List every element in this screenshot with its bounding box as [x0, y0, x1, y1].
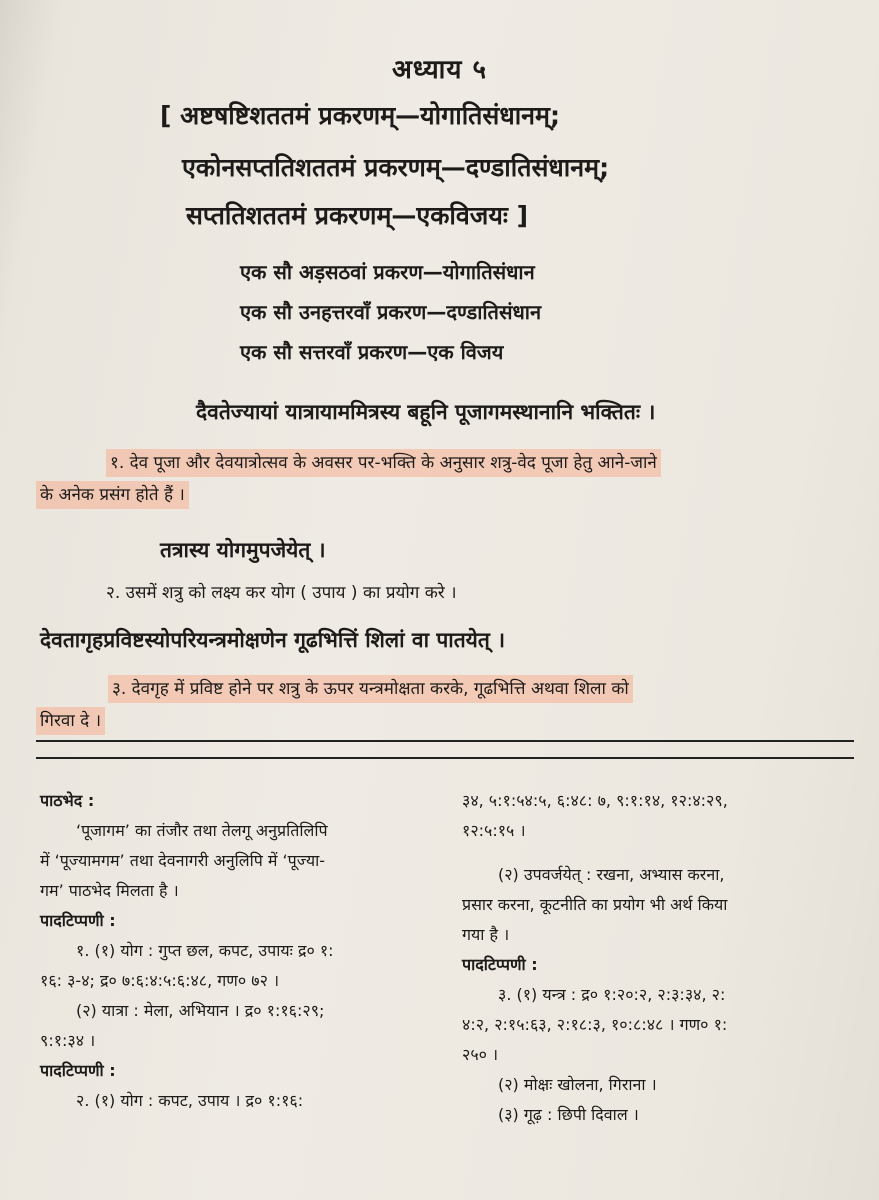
translation-2: २. उसमें शत्रु को लक्ष्य कर योग ( उपाय ) का प्रयोग करे ।	[106, 583, 457, 603]
footnote-2-label: पादटिप्पणी :	[40, 1061, 116, 1080]
footnote-1-line-2: १६: ३-४; द्र० ७:६:४:५:६:४८, गण० ७२ ।	[40, 971, 280, 990]
notes-right-column	[462, 786, 862, 1130]
footnote-2-line-1: २. (१) योग : कपट, उपाय । द्र० १:१६:	[76, 1091, 304, 1110]
sutra-2: तत्रास्य योगमुपजेयेत् ।	[160, 538, 326, 562]
pathbhed-label: पाठभेद :	[40, 791, 95, 810]
footnote-3-line-2: ४:२, २:१५:६३, २:१८:३, १०:८:४८ । गण० १:	[462, 1015, 728, 1034]
footnote-1-line-3: (२) यात्रा : मेला, अभियान । द्र० १:१६:२९;	[76, 1001, 325, 1020]
sanskrit-heading-1: [ अष्टषष्टिशततमं प्रकरणम्—योगातिसंधानम्;	[160, 101, 561, 130]
upavarjayet-line-3: गया है ।	[462, 925, 510, 944]
sanskrit-heading-2: एकोनसप्ततिशततमं प्रकरणम्—दण्डातिसंधानम्;	[182, 153, 610, 182]
footnote-3-line-1: ३. (१) यन्त्र : द्र० १:२०:२, २:३:३४, २:	[498, 985, 726, 1004]
footnote-1-label: पादटिप्पणी :	[40, 911, 116, 930]
hindi-heading-1: एक सौ अड़सठवां प्रकरण—योगातिसंधान	[240, 260, 535, 284]
divider-rule-top	[36, 740, 854, 742]
notes-left-column	[40, 786, 440, 1116]
divider-rule-bottom	[36, 757, 854, 759]
footnote-3-label: पादटिप्पणी :	[462, 955, 538, 974]
chapter-title: अध्याय ५	[391, 55, 488, 85]
sanskrit-heading-3: सप्ततिशततमं प्रकरणम्—एकविजयः ]	[186, 201, 529, 230]
translation-1-line-2: के अनेक प्रसंग होते हैं ।	[36, 482, 189, 505]
translation-1-line-1: १. देव पूजा और देवयात्रोत्सव के अवसर पर-भक्ति के अनुसार शत्रु-वेद पूजा हेतु आने-जाने	[106, 450, 661, 473]
footnote-1-line-4: ९:१:३४ ।	[40, 1031, 96, 1050]
hindi-heading-2: एक सौ उनहत्तरवाँ प्रकरण—दण्डातिसंधान	[240, 300, 542, 324]
footnote-1-line-1: १. (१) योग : गुप्त छल, कपट, उपायः द्र० १:	[76, 941, 334, 960]
pathbhed-line-1: ‘पूजागम’ का तंजौर तथा तेलगू अनुप्रतिलिपि	[76, 821, 328, 840]
continuation-line-1: ३४, ५:१:५४:५, ६:४८: ७, ९:१:१४, १२:४:२९,	[462, 791, 728, 810]
pathbhed-line-2: में ‘पूज्यामगम’ तथा देवनागरी अनुलिपि में ‘पूज्या-	[40, 851, 326, 870]
translation-3-line-2: गिरवा दे ।	[36, 708, 105, 731]
sutra-3: देवतागृहप्रविष्टस्योपरियन्त्रमोक्षणेन गूढभित्तिं शिलां वा पातयेत् ।	[40, 628, 506, 652]
continuation-line-2: १२:५:१५ ।	[462, 821, 526, 840]
footnote-3-line-5: (३) गूढ़ : छिपी दिवाल ।	[498, 1105, 639, 1124]
translation-3-line-1: ३. देवगृह में प्रविष्ट होने पर शत्रु के ऊपर यन्त्रमोक्षता करके, गूढभित्ति अथवा शिला को	[108, 676, 633, 699]
footnote-3-line-4: (२) मोक्षः खोलना, गिराना ।	[498, 1075, 657, 1094]
hindi-heading-3: एक सौ सत्तरवाँ प्रकरण—एक विजय	[240, 340, 504, 364]
pathbhed-line-3: गम’ पाठभेद मिलता है ।	[40, 881, 179, 900]
footnote-3-line-3: २५० ।	[462, 1045, 499, 1064]
sutra-1: दैवतेज्यायां यात्रायाममित्रस्य बहूनि पूजागमस्थानानि भक्तितः ।	[196, 400, 656, 424]
upavarjayet-line-2: प्रसार करना, कूटनीति का प्रयोग भी अर्थ किया	[462, 895, 728, 914]
upavarjayet-line-1: (२) उपवर्जयेत् : रखना, अभ्यास करना,	[498, 865, 725, 884]
